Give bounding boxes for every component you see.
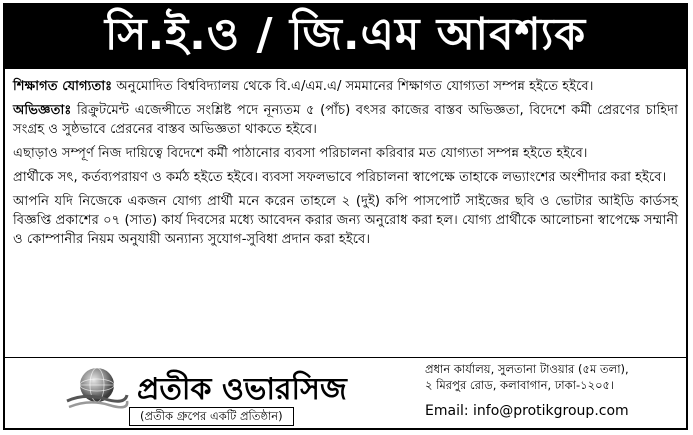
headline-title: সি.ই.ও / জি.এম আবশ্যক [104, 8, 587, 60]
experience-text: রিক্রুটমেন্ট এজেন্সীতে সংশ্লিষ্ট পদে নূন্যতম ৫ (পাঁচ) বৎসর কাজের বাস্তব অভিজ্ঞতা, বিদেশে কর্মী প্রেরণের চাহিদা সংগ্রহ ও সুষ্ঠভাবে প্রেরনের বাস্তব অভিজ্ঞতা থাকতে হইবে। [13, 103, 678, 137]
footer-divider [5, 357, 686, 358]
company-address [425, 361, 683, 393]
capability-paragraph: এছাড়াও সম্পূর্ণ নিজ দায়িত্বে বিদেশে কর্মী পাঠানোর ব্যবসা পরিচালনা করিবার মত যোগ্যতা সম্পন্ন হইতে হইবে। [13, 146, 588, 161]
headline-banner [5, 5, 686, 69]
education-paragraph [13, 77, 678, 96]
company-email: Email: info@protikgroup.com [425, 403, 629, 419]
education-label: শিক্ষাগত যোগ্যতাঃ [13, 79, 113, 94]
education-text: অনুমোদিত বিশ্ববিদ্যালয় থেকে বি.এ/এম.এ/ সমমানের শিক্ষাগত যোগ্যতা সম্পন্ন হইতে হইবে। [112, 79, 594, 94]
experience-paragraph [13, 101, 678, 139]
company-tagline: (প্রতীক গ্রুপের একটি প্রতিষ্ঠান) [129, 407, 294, 426]
globe-icon [65, 365, 129, 413]
address-line-1: প্রধান কার্যালয়, সুলতানা টাওয়ার (৫ম তলা), [425, 362, 629, 376]
address-line-2: ২ মিরপুর রোড, কলাবাগান, ঢাকা-১২০৫। [425, 378, 615, 392]
ad-body [13, 77, 678, 254]
character-paragraph: প্রার্থীকে সৎ, কর্তব্যপরায়ণ ও কর্মঠ হইতে হইবে। ব্যবসা সফলভাবে পরিচালনা স্বাপেক্ষে তাহাকে লভ্যাংশের অংশীদার করা হইবে। [13, 170, 667, 185]
company-name: প্রতীক ওভারসিজ [137, 372, 347, 407]
ad-footer [5, 357, 686, 429]
experience-label: অভিজ্ঞতাঃ [13, 103, 72, 118]
application-paragraph: আপনি যদি নিজেকে একজন যোগ্য প্রার্থী মনে করেন তাহলে ২ (দুই) কপি পাসপোর্ট সাইজের ছবি ও ভোটার আইডি কার্ডসহ বিজ্ঞপ্তি প্রকাশের ০৭ (সাত) কার্য দিবসের মধ্যে আবেদন করার জন্য অনুরোধ করা হল। যোগ্য প্রার্থীকে আলোচনা স্বাপেক্ষে সম্মানী ও কোম্পানীর নিয়ম অনুযায়ী অন্যান্য সুযোগ-সুবিধা প্রদান করা হইবে। [13, 194, 678, 247]
job-advertisement [3, 3, 688, 430]
company-logo [65, 363, 405, 425]
